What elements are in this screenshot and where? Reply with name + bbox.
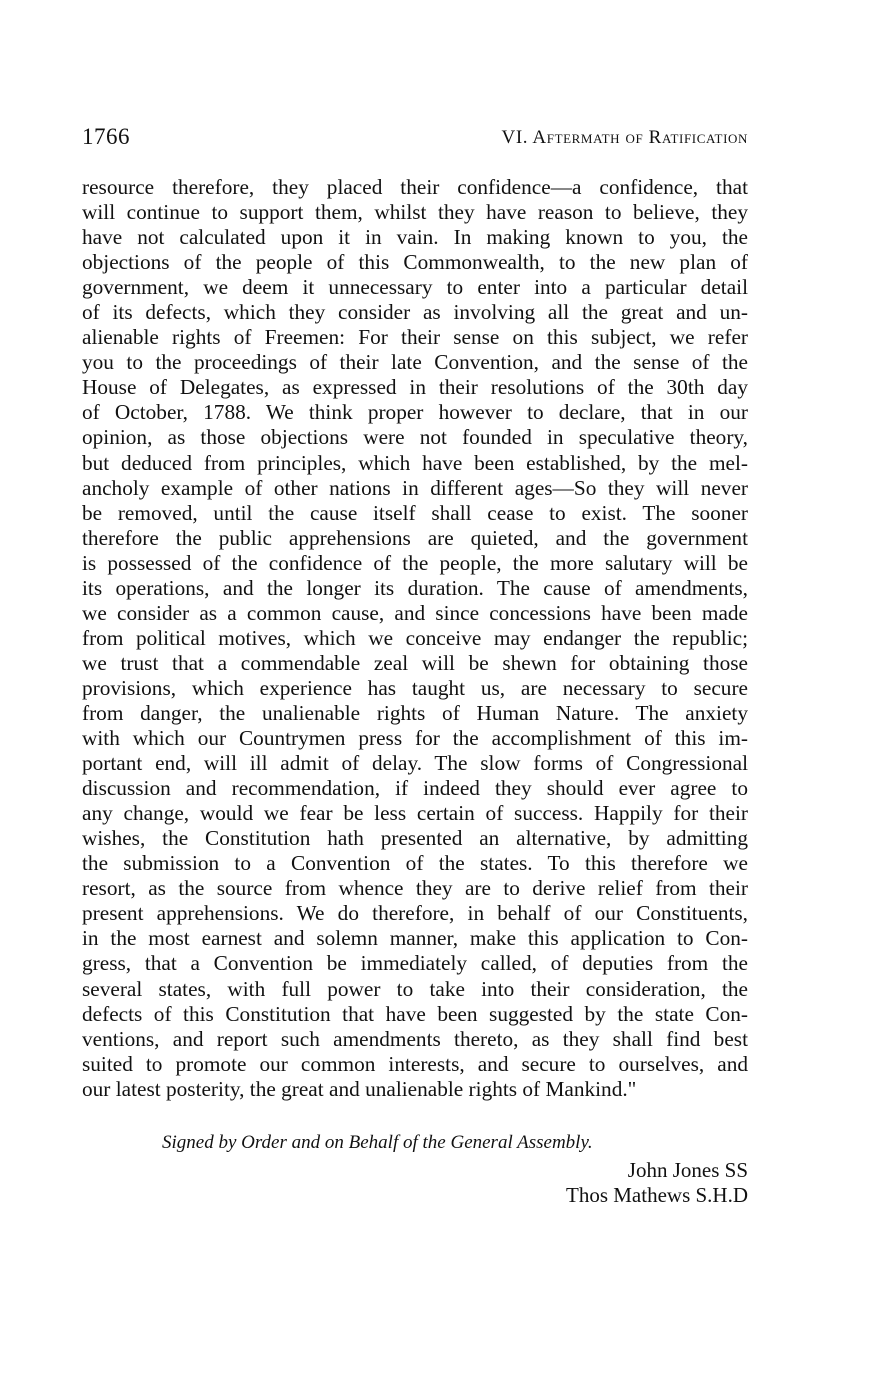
signer-name-1: John Jones SS bbox=[627, 1158, 748, 1182]
text-line: will continue to support them, whilst they have reason to believe, they bbox=[82, 200, 748, 225]
text-line: have not calculated upon it in vain. In making known to you, the bbox=[82, 225, 748, 250]
text-line: alienable rights of Freemen: For their sense on this subject, we refer bbox=[82, 325, 748, 350]
text-line: we consider as a common cause, and since concessions have been made bbox=[82, 600, 748, 625]
signer-name-2: Thos Mathews S.H.D bbox=[566, 1183, 748, 1207]
text-line: ancholy example of other nations in different ages—So they will never bbox=[82, 475, 748, 500]
page-number: 1766 bbox=[82, 124, 130, 149]
text-line: therefore the public apprehensions are quieted, and the government bbox=[82, 525, 748, 550]
text-line: opinion, as those objections were not founded in speculative theory, bbox=[82, 425, 748, 450]
text-line: suited to promote our common interests, and secure to ourselves, and bbox=[82, 1051, 748, 1076]
text-line: wishes, the Constitution hath presented an alternative, by admitting bbox=[82, 826, 748, 851]
text-line: several states, with full power to take into their consideration, the bbox=[82, 976, 748, 1001]
text-line: of its defects, which they consider as involving all the great and un- bbox=[82, 300, 748, 325]
text-line: present apprehensions. We do therefore, in behalf of our Constituents, bbox=[82, 901, 748, 926]
text-line: is possessed of the confidence of the people, the more salutary will be bbox=[82, 550, 748, 575]
text-line: its operations, and the longer its duration. The cause of amendments, bbox=[82, 575, 748, 600]
text-line: government, we deem it unnecessary to enter into a particular detail bbox=[82, 275, 748, 300]
text-line: objections of the people of this Commonwealth, to the new plan of bbox=[82, 250, 748, 275]
signature-order-line: Signed by Order and on Behalf of the General Assembly. bbox=[162, 1132, 593, 1153]
text-line: any change, would we fear be less certain of success. Happily for their bbox=[82, 801, 748, 826]
text-line: portant end, will ill admit of delay. The slow forms of Congressional bbox=[82, 751, 748, 776]
text-line: House of Delegates, as expressed in their resolutions of the 30th day bbox=[82, 375, 748, 400]
body-paragraph bbox=[82, 175, 748, 1102]
text-line: with which our Countrymen press for the accomplishment of this im- bbox=[82, 726, 748, 751]
text-line: defects of this Constitution that have been suggested by the state Con- bbox=[82, 1001, 748, 1026]
text-line: be removed, until the cause itself shall cease to exist. The sooner bbox=[82, 500, 748, 525]
text-line-final: our latest posterity, the great and unalienable rights of Mankind." bbox=[82, 1076, 637, 1101]
text-line: ventions, and report such amendments thereto, as they shall find best bbox=[82, 1026, 748, 1051]
text-line: provisions, which experience has taught us, are necessary to secure bbox=[82, 675, 748, 700]
text-line: you to the proceedings of their late Convention, and the sense of the bbox=[82, 350, 748, 375]
text-line: from political motives, which we conceive may endanger the republic; bbox=[82, 625, 748, 650]
running-header bbox=[82, 124, 748, 154]
text-line: gress, that a Convention be immediately called, of deputies from the bbox=[82, 951, 748, 976]
text-line: discussion and recommendation, if indeed they should ever agree to bbox=[82, 776, 748, 801]
text-line: resource therefore, they placed their confidence—a confidence, that bbox=[82, 175, 748, 199]
text-line: in the most earnest and solemn manner, make this application to Con- bbox=[82, 926, 748, 951]
text-line: the submission to a Convention of the states. To this therefore we bbox=[82, 851, 748, 876]
text-line: we trust that a commendable zeal will be shewn for obtaining those bbox=[82, 650, 748, 675]
text-line: but deduced from principles, which have been established, by the mel- bbox=[82, 450, 748, 475]
text-line: from danger, the unalienable rights of Human Nature. The anxiety bbox=[82, 700, 748, 725]
text-line: of October, 1788. We think proper however to declare, that in our bbox=[82, 400, 748, 425]
text-line: resort, as the source from whence they are to derive relief from their bbox=[82, 876, 748, 901]
section-title: VI. Aftermath of Ratification bbox=[501, 127, 748, 148]
